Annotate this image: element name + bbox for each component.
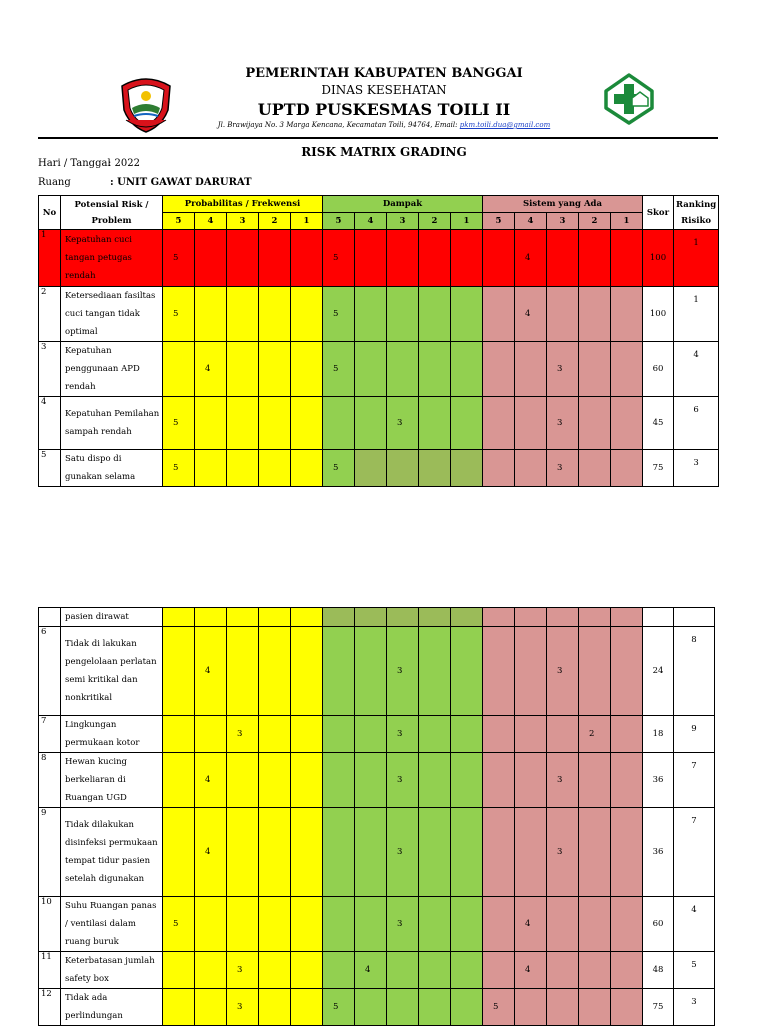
sist-cell: [547, 230, 579, 287]
prob-value: 5: [163, 230, 195, 287]
address-text: Jl. Brawijaya No. 3 Marga Kencana, Kecamatan Toili, 94764, Email:: [217, 121, 460, 129]
sist-cell: [579, 989, 611, 1026]
ranking-value: 1: [674, 230, 719, 287]
prob-cell: [259, 753, 291, 808]
sist-value: 4: [515, 952, 547, 989]
ranking-value: 6: [674, 397, 719, 450]
prob-value: 4: [195, 627, 227, 716]
score-value: 75: [643, 989, 674, 1026]
sist-cell: [515, 608, 547, 627]
prob-cell: [227, 753, 259, 808]
sist-cell: [547, 989, 579, 1026]
damp-cell: [419, 716, 451, 753]
sist-cell: [547, 897, 579, 952]
damp-value: 3: [387, 627, 419, 716]
damp-value: 5: [323, 230, 355, 287]
prob-cell: [291, 753, 323, 808]
damp-cell: [387, 230, 419, 287]
sist-value: 4: [515, 287, 547, 342]
damp-cell: [451, 230, 483, 287]
sist-cell: [483, 716, 515, 753]
table-row: [39, 952, 715, 989]
sist-cell: [611, 450, 643, 487]
prob-cell: [163, 716, 195, 753]
prob-cell: [259, 608, 291, 627]
sist-cell: [611, 342, 643, 397]
prob-scale-3: 3: [227, 213, 259, 230]
sist-cell: [483, 897, 515, 952]
ranking-value: 7: [674, 808, 715, 897]
table-row: [39, 608, 715, 627]
ranking-value: 3: [674, 989, 715, 1026]
header-score: Skor: [643, 196, 674, 230]
prob-cell: [227, 342, 259, 397]
prob-value: 4: [195, 808, 227, 897]
sist-cell: [483, 397, 515, 450]
sist-cell: [579, 627, 611, 716]
score-value: 36: [643, 753, 674, 808]
damp-cell: [323, 808, 355, 897]
sist-cell: [483, 230, 515, 287]
sist-cell: [579, 753, 611, 808]
prob-value: 4: [195, 342, 227, 397]
prob-cell: [195, 897, 227, 952]
risk-matrix-table-page-1: [38, 195, 719, 487]
prob-cell: [195, 952, 227, 989]
ranking-value: 1: [674, 287, 719, 342]
table-row: [39, 450, 719, 487]
risk-matrix-table-page-2: [38, 607, 715, 1026]
damp-cell: [419, 989, 451, 1026]
risk-description: Keterbatasan jumlah safety box: [61, 952, 163, 989]
sist-cell: [579, 230, 611, 287]
prob-cell: [259, 397, 291, 450]
prob-cell: [227, 608, 259, 627]
damp-cell: [355, 808, 387, 897]
sist-cell: [611, 753, 643, 808]
damp-cell: [419, 808, 451, 897]
table-row: [39, 989, 715, 1026]
row-number: 2: [39, 287, 61, 342]
prob-value: 5: [163, 287, 195, 342]
sist-cell: [579, 808, 611, 897]
damp-cell: [451, 897, 483, 952]
sist-cell: [611, 989, 643, 1026]
table-row: [39, 230, 719, 287]
risk-description: Ketersediaan fasiltas cuci tangan tidak optimal: [61, 287, 163, 342]
damp-scale-4: 4: [355, 213, 387, 230]
room-label: Ruang: [38, 177, 71, 188]
table-row: [39, 627, 715, 716]
document-header: [0, 0, 768, 140]
sist-cell: [611, 952, 643, 989]
damp-cell: [355, 230, 387, 287]
sist-cell: [579, 287, 611, 342]
prob-cell: [259, 450, 291, 487]
room-value: : UNIT GAWAT DARURAT: [110, 177, 252, 188]
sist-value: 4: [515, 897, 547, 952]
score-value: 48: [643, 952, 674, 989]
row-number: 12: [39, 989, 61, 1026]
sist-cell: [515, 716, 547, 753]
sist-cell: [515, 342, 547, 397]
header-ranking: Ranking Risiko: [674, 196, 719, 230]
sist-cell: [515, 450, 547, 487]
prob-cell: [163, 808, 195, 897]
damp-cell: [451, 716, 483, 753]
sist-cell: [515, 627, 547, 716]
damp-cell: [451, 627, 483, 716]
damp-cell: [355, 287, 387, 342]
prob-cell: [259, 897, 291, 952]
prob-scale-2: 2: [259, 213, 291, 230]
sist-scale-5: 5: [483, 213, 515, 230]
score-value: 75: [643, 450, 674, 487]
score-value: 100: [643, 287, 674, 342]
prob-value: 5: [163, 897, 195, 952]
damp-scale-1: 1: [451, 213, 483, 230]
prob-cell: [291, 716, 323, 753]
sist-cell: [483, 450, 515, 487]
risk-description: Satu dispo di gunakan selama: [61, 450, 163, 487]
damp-cell: [451, 808, 483, 897]
damp-cell: [355, 608, 387, 627]
prob-cell: [163, 989, 195, 1026]
damp-cell: [323, 397, 355, 450]
prob-cell: [163, 342, 195, 397]
table-row: [39, 808, 715, 897]
sist-cell: [547, 608, 579, 627]
sist-value: 3: [547, 397, 579, 450]
damp-cell: [419, 952, 451, 989]
prob-value: 5: [163, 450, 195, 487]
sist-cell: [579, 342, 611, 397]
prob-cell: [291, 397, 323, 450]
risk-description: Tidak di lakukan pengelolaan perlatan semi kritikal dan nonkritikal: [61, 627, 163, 716]
score-value: 24: [643, 627, 674, 716]
prob-cell: [227, 397, 259, 450]
prob-value: 3: [227, 989, 259, 1026]
damp-value: 3: [387, 897, 419, 952]
prob-cell: [195, 989, 227, 1026]
sist-cell: [611, 287, 643, 342]
damp-cell: [451, 608, 483, 627]
damp-cell: [419, 287, 451, 342]
header-no: No: [39, 196, 61, 230]
header-system: Sistem yang Ada: [483, 196, 643, 213]
prob-cell: [291, 808, 323, 897]
prob-scale-5: 5: [163, 213, 195, 230]
sist-cell: [611, 397, 643, 450]
sist-cell: [579, 397, 611, 450]
damp-cell: [387, 342, 419, 397]
damp-cell: [451, 450, 483, 487]
ranking-value: 9: [674, 716, 715, 753]
government-title: PEMERINTAH KABUPATEN BANGGAI: [245, 66, 523, 81]
sist-scale-3: 3: [547, 213, 579, 230]
damp-cell: [451, 342, 483, 397]
sist-value: 4: [515, 230, 547, 287]
sist-cell: [611, 608, 643, 627]
prob-cell: [163, 952, 195, 989]
sist-cell: [483, 753, 515, 808]
sist-cell: [483, 952, 515, 989]
prob-value: 5: [163, 397, 195, 450]
department-title: DINAS KESEHATAN: [321, 83, 447, 97]
damp-value: 3: [387, 753, 419, 808]
prob-cell: [227, 627, 259, 716]
prob-cell: [291, 230, 323, 287]
risk-description: Tidak ada perlindungan: [61, 989, 163, 1026]
row-number: 3: [39, 342, 61, 397]
damp-cell: [355, 753, 387, 808]
puskesmas-logo-icon: [602, 72, 656, 126]
damp-value: 5: [323, 287, 355, 342]
prob-value: 4: [195, 753, 227, 808]
score-value: 36: [643, 808, 674, 897]
damp-value: 3: [387, 808, 419, 897]
damp-cell: [355, 716, 387, 753]
prob-cell: [259, 230, 291, 287]
date-label: Hari / Tanggal: [38, 158, 111, 169]
damp-cell: [451, 753, 483, 808]
damp-cell: [323, 952, 355, 989]
score-value: 45: [643, 397, 674, 450]
damp-cell: [387, 450, 419, 487]
prob-cell: [163, 627, 195, 716]
risk-description: Suhu Ruangan panas / ventilasi dalam ruang buruk: [61, 897, 163, 952]
prob-cell: [227, 230, 259, 287]
row-number: 6: [39, 627, 61, 716]
row-number: 10: [39, 897, 61, 952]
sist-cell: [483, 342, 515, 397]
prob-cell: [227, 897, 259, 952]
prob-cell: [195, 397, 227, 450]
date-row: [38, 158, 140, 169]
damp-cell: [419, 397, 451, 450]
damp-cell: [323, 753, 355, 808]
prob-scale-4: 4: [195, 213, 227, 230]
sist-value: 3: [547, 627, 579, 716]
row-number: 7: [39, 716, 61, 753]
prob-cell: [291, 989, 323, 1026]
prob-cell: [291, 952, 323, 989]
sist-cell: [547, 287, 579, 342]
row-number: 5: [39, 450, 61, 487]
prob-cell: [259, 716, 291, 753]
risk-description: Lingkungan permukaan kotor: [61, 716, 163, 753]
prob-cell: [291, 287, 323, 342]
institution-title: UPTD PUSKESMAS TOILI II: [257, 100, 511, 119]
prob-cell: [227, 808, 259, 897]
sist-cell: [483, 608, 515, 627]
sist-value: 3: [547, 753, 579, 808]
sist-value: 3: [547, 342, 579, 397]
prob-cell: [259, 808, 291, 897]
sist-cell: [515, 989, 547, 1026]
room-row: [38, 177, 252, 188]
sist-cell: [579, 450, 611, 487]
prob-cell: [259, 342, 291, 397]
prob-cell: [195, 230, 227, 287]
sist-cell: [579, 952, 611, 989]
prob-cell: [195, 287, 227, 342]
damp-cell: [323, 627, 355, 716]
damp-cell: [451, 989, 483, 1026]
sist-value: 2: [579, 716, 611, 753]
prob-cell: [259, 989, 291, 1026]
damp-cell: [419, 450, 451, 487]
damp-cell: [419, 753, 451, 808]
sist-value: 3: [547, 808, 579, 897]
sist-cell: [611, 897, 643, 952]
damp-value: 5: [323, 342, 355, 397]
prob-cell: [259, 952, 291, 989]
row-number: 11: [39, 952, 61, 989]
ranking-value: 4: [674, 342, 719, 397]
damp-scale-2: 2: [419, 213, 451, 230]
damp-cell: [419, 230, 451, 287]
risk-description: pasien dirawat: [61, 608, 163, 627]
ranking-value: 8: [674, 627, 715, 716]
table-row: [39, 716, 715, 753]
risk-description: Kepatuhan Pemilahan sampah rendah: [61, 397, 163, 450]
damp-cell: [387, 989, 419, 1026]
risk-description: Kepatuhan penggunaan APD rendah: [61, 342, 163, 397]
date-value: : 2022: [108, 158, 140, 169]
header-impact: Dampak: [323, 196, 483, 213]
damp-value: 5: [323, 450, 355, 487]
page-title: RISK MATRIX GRADING: [301, 145, 467, 159]
sist-scale-4: 4: [515, 213, 547, 230]
prob-cell: [291, 608, 323, 627]
row-number: [39, 608, 61, 627]
sist-cell: [547, 716, 579, 753]
ranking-value: 4: [674, 897, 715, 952]
header-divider: [38, 137, 718, 139]
damp-value: 4: [355, 952, 387, 989]
damp-value: 3: [387, 716, 419, 753]
sist-cell: [611, 230, 643, 287]
sist-cell: [579, 897, 611, 952]
damp-scale-3: 3: [387, 213, 419, 230]
damp-cell: [419, 342, 451, 397]
sist-value: 5: [483, 989, 515, 1026]
prob-cell: [227, 450, 259, 487]
score-value: [643, 608, 674, 627]
prob-value: 3: [227, 952, 259, 989]
sist-cell: [611, 716, 643, 753]
header-probability: Probabilitas / Frekwensi: [163, 196, 323, 213]
score-value: 60: [643, 342, 674, 397]
damp-cell: [387, 952, 419, 989]
prob-cell: [291, 897, 323, 952]
damp-scale-5: 5: [323, 213, 355, 230]
damp-cell: [355, 627, 387, 716]
damp-cell: [355, 897, 387, 952]
score-value: 100: [643, 230, 674, 287]
ranking-value: 7: [674, 753, 715, 808]
damp-cell: [451, 952, 483, 989]
damp-cell: [355, 397, 387, 450]
sist-cell: [579, 608, 611, 627]
risk-description: Tidak dilakukan disinfeksi permukaan tempat tidur pasien setelah digunakan: [61, 808, 163, 897]
damp-cell: [419, 627, 451, 716]
ranking-value: 3: [674, 450, 719, 487]
score-value: 60: [643, 897, 674, 952]
sist-cell: [483, 627, 515, 716]
sist-cell: [483, 808, 515, 897]
sist-value: 3: [547, 450, 579, 487]
prob-scale-1: 1: [291, 213, 323, 230]
sist-cell: [515, 808, 547, 897]
table-row: [39, 342, 719, 397]
prob-cell: [291, 450, 323, 487]
damp-cell: [387, 287, 419, 342]
prob-value: 3: [227, 716, 259, 753]
damp-cell: [355, 342, 387, 397]
prob-cell: [291, 627, 323, 716]
damp-cell: [419, 608, 451, 627]
prob-cell: [259, 287, 291, 342]
prob-cell: [195, 608, 227, 627]
prob-cell: [195, 450, 227, 487]
ranking-value: [674, 608, 715, 627]
prob-cell: [291, 342, 323, 397]
table-row: [39, 397, 719, 450]
damp-value: 5: [323, 989, 355, 1026]
row-number: 1: [39, 230, 61, 287]
damp-cell: [323, 716, 355, 753]
damp-cell: [387, 608, 419, 627]
ranking-value: 5: [674, 952, 715, 989]
sist-cell: [515, 397, 547, 450]
sist-cell: [515, 753, 547, 808]
sist-scale-1: 1: [611, 213, 643, 230]
row-number: 4: [39, 397, 61, 450]
risk-description: Kepatuhan cuci tangan petugas rendah: [61, 230, 163, 287]
email-link[interactable]: pkm.toili.dua@gmail.com: [459, 121, 551, 129]
prob-cell: [195, 716, 227, 753]
prob-cell: [163, 608, 195, 627]
table-row: [39, 287, 719, 342]
damp-cell: [451, 397, 483, 450]
damp-cell: [451, 287, 483, 342]
damp-cell: [355, 450, 387, 487]
prob-cell: [227, 287, 259, 342]
prob-cell: [259, 627, 291, 716]
damp-cell: [419, 897, 451, 952]
table-row: [39, 753, 715, 808]
table-row: [39, 897, 715, 952]
sist-cell: [483, 287, 515, 342]
damp-value: 3: [387, 397, 419, 450]
header-risk: Potensial Risk / Problem: [61, 196, 163, 230]
damp-cell: [355, 989, 387, 1026]
row-number: 8: [39, 753, 61, 808]
row-number: 9: [39, 808, 61, 897]
damp-cell: [323, 897, 355, 952]
damp-cell: [323, 608, 355, 627]
score-value: 18: [643, 716, 674, 753]
prob-cell: [163, 753, 195, 808]
sist-cell: [547, 952, 579, 989]
risk-description: Hewan kucing berkeliaran di Ruangan UGD: [61, 753, 163, 808]
sist-cell: [611, 627, 643, 716]
sist-cell: [611, 808, 643, 897]
sist-scale-2: 2: [579, 213, 611, 230]
